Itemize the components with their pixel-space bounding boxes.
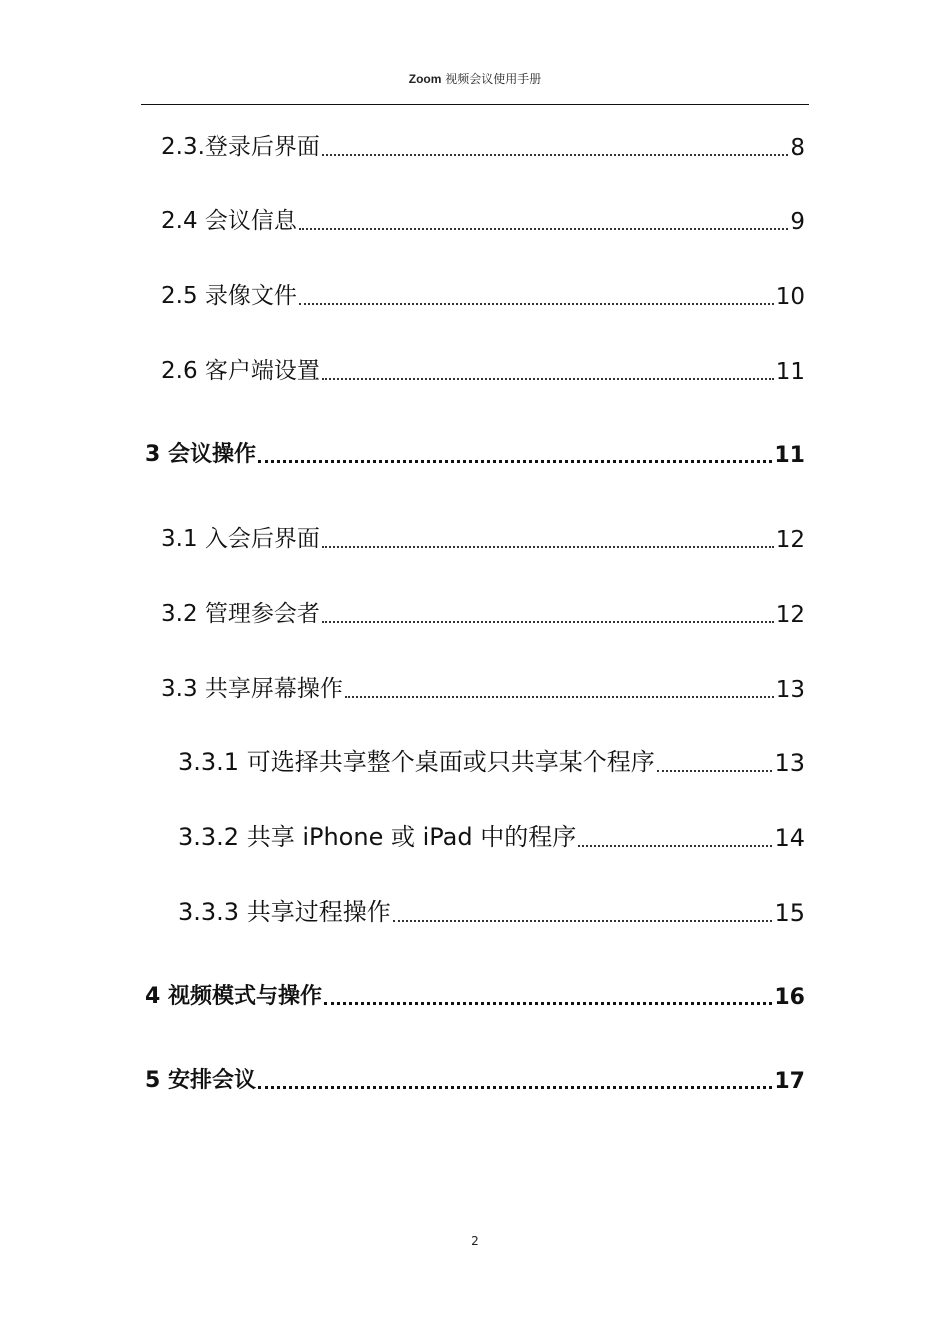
toc-entry-title: 4 视频模式与操作	[145, 984, 322, 1009]
toc-entry-3[interactable]	[145, 437, 805, 468]
toc-dot-leader	[393, 918, 773, 922]
toc-entry-title: 3.1 入会后界面	[161, 526, 320, 552]
toc-entry-page: 13	[775, 677, 805, 703]
toc-entry-page: 10	[775, 284, 805, 310]
toc-entry-page: 11	[774, 443, 805, 468]
toc-dot-leader	[322, 619, 774, 623]
toc-entry-2-5[interactable]	[161, 277, 805, 310]
toc-entry-title: 2.5 录像文件	[161, 283, 297, 309]
toc-dot-leader	[258, 1084, 772, 1089]
toc-entry-title: 5 安排会议	[145, 1068, 256, 1093]
toc-entry-title: 2.6 客户端设置	[161, 358, 320, 384]
toc-entry-page: 15	[774, 899, 805, 927]
toc-entry-page: 8	[790, 135, 805, 161]
toc-entry-title: 3.3.2 共享 iPhone 或 iPad 中的程序	[178, 823, 577, 851]
toc-entry-page: 11	[775, 359, 805, 385]
toc-entry-page: 14	[774, 824, 805, 852]
toc-entry-page: 9	[790, 209, 805, 235]
header-title: 视频会议使用手册	[445, 72, 542, 86]
toc-entry-2-3[interactable]	[161, 128, 805, 161]
toc-dot-leader	[322, 376, 774, 380]
toc-entry-3-3[interactable]	[161, 670, 805, 703]
toc-dot-leader	[324, 1000, 772, 1005]
toc-entry-5[interactable]	[145, 1063, 805, 1094]
toc-dot-leader	[578, 843, 772, 847]
toc-dot-leader	[299, 301, 774, 305]
toc-entry-title: 3.3.1 可选择共享整个桌面或只共享某个程序	[178, 748, 655, 776]
toc-entry-page: 16	[774, 985, 805, 1010]
toc-entry-2-6[interactable]	[161, 352, 805, 385]
toc-entry-page: 17	[774, 1069, 805, 1094]
toc-dot-leader	[322, 544, 774, 548]
toc-dot-leader	[299, 226, 788, 230]
toc-entry-page: 12	[775, 602, 805, 628]
toc-entry-3-1[interactable]	[161, 520, 805, 553]
toc-entry-title: 3.2 管理参会者	[161, 601, 320, 627]
toc-entry-title: 3.3.3 共享过程操作	[178, 898, 391, 926]
header-brand: Zoom	[408, 72, 442, 86]
toc-entry-3-3-1[interactable]	[178, 742, 805, 777]
toc-entry-3-3-2[interactable]	[178, 817, 805, 852]
toc-entry-title: 3 会议操作	[145, 442, 256, 467]
toc-entry-title: 3.3 共享屏幕操作	[161, 676, 343, 702]
toc-dot-leader	[657, 768, 773, 772]
toc-entry-page: 12	[775, 527, 805, 553]
page-number: 2	[471, 1234, 479, 1248]
toc-dot-leader	[345, 694, 774, 698]
toc-entry-title: 2.3.登录后界面	[161, 134, 320, 160]
header-rule	[141, 104, 809, 105]
page-header	[0, 70, 950, 87]
toc-entry-title: 2.4 会议信息	[161, 208, 297, 234]
toc-dot-leader	[258, 458, 772, 463]
toc-entry-3-2[interactable]	[161, 595, 805, 628]
toc-entry-3-3-3[interactable]	[178, 892, 805, 927]
toc-dot-leader	[322, 152, 788, 156]
toc-entry-page: 13	[774, 749, 805, 777]
toc-entry-4[interactable]	[145, 979, 805, 1010]
toc-entry-2-4[interactable]	[161, 202, 805, 235]
